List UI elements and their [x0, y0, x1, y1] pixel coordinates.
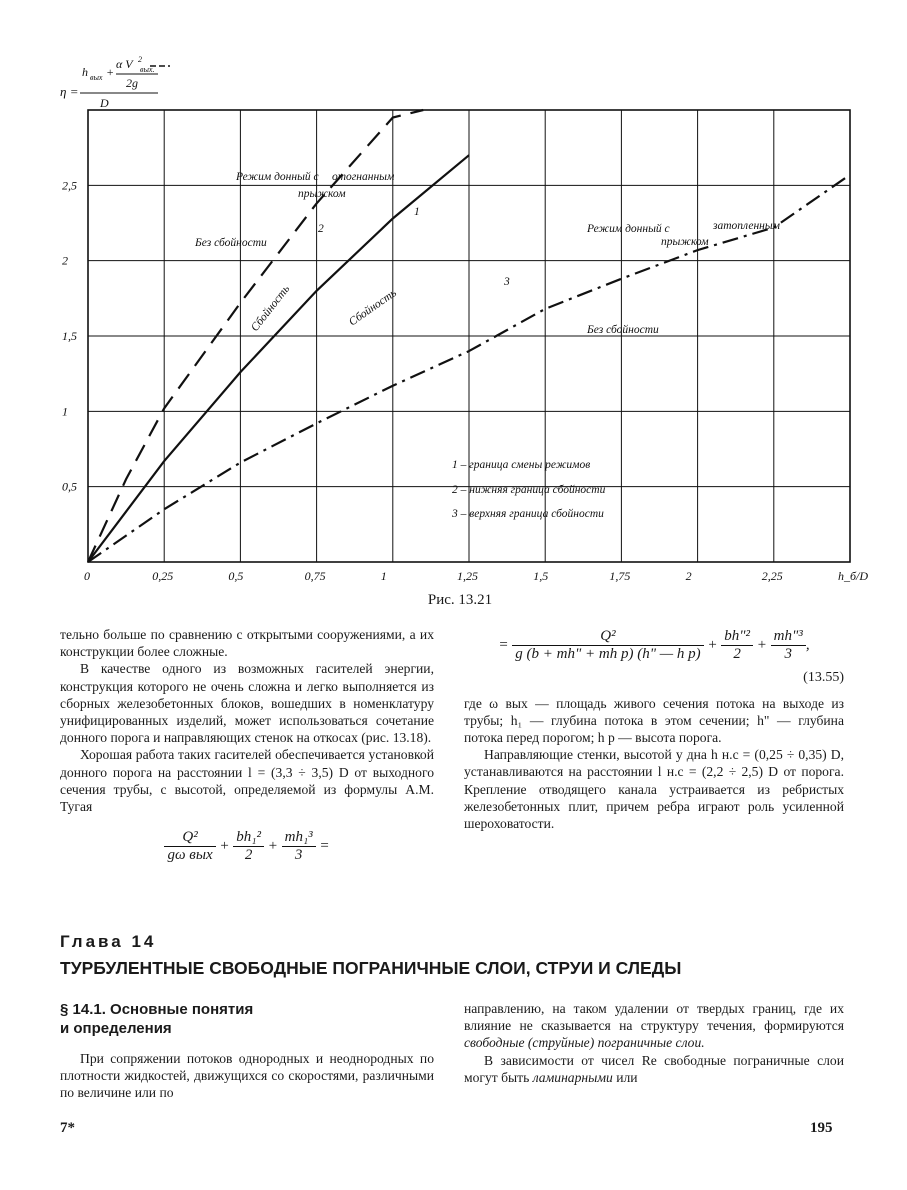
formula-l-eq: = [319, 838, 330, 855]
right-paragraph-2: Направляющие стенки, высотой у дна h н.с = (0,25 ÷ 0,35) D, устанавливаются на расстоянии l н.с = (2,2 ÷ 2,5) D от порога. Крепление отводящего канала устраивается из ребристых железобетонных плит, причем ребра играют роль усиленной шероховатости. [464, 747, 844, 832]
y-label-2g: 2g [126, 76, 138, 90]
label-no-collision-left: Без сбойности [195, 237, 267, 249]
left-paragraph-4: При сопряжении потоков однородных и неоднородных по плотности жидкостей, движущихся со скоростями, различными по величине или по [60, 1051, 434, 1101]
right-p3-text: направлению, на таком удалении от твердых границ, где их влияние не сказывается на структуру течения, формируются [464, 1001, 844, 1034]
label-curve-2: 2 [318, 223, 324, 235]
x-tick-label: 1,5 [533, 569, 549, 583]
label-regime-upper-2: отогнанным [332, 171, 395, 183]
chapter-title: ТУРБУЛЕНТНЫЕ СВОБОДНЫЕ ПОГРАНИЧНЫЕ СЛОИ, СТРУИ И СЛЕДЫ [60, 958, 682, 978]
formula-l-den2: 2 [244, 847, 253, 864]
section-title [60, 1000, 420, 1038]
label-regime-upper-3: прыжком [298, 188, 346, 200]
formula-tugai-right [464, 628, 844, 663]
x-tick-label: 0 [84, 569, 90, 583]
x-tick-label: 0,5 [228, 569, 244, 583]
formula-r-num2: bh"² [721, 628, 753, 646]
formula-r-den2: 2 [733, 646, 741, 663]
chapter-label: Глава 14 [60, 932, 157, 951]
right-paragraph-4 [464, 1052, 844, 1086]
legend-item-3: 3 – верхняя граница сбойности [452, 508, 604, 520]
y-tick-label: 0,5 [62, 479, 77, 494]
formula-r-comma: , [805, 637, 810, 654]
y-label-plus: + [106, 65, 115, 79]
legend-item-1: 1 – граница смены режимов [452, 459, 591, 471]
x-tick-label: 0,75 [304, 569, 326, 583]
formula-l-den3: 3 [294, 847, 303, 864]
label-no-collision-right: Без сбойности [587, 324, 659, 336]
figure-13-21 [30, 50, 880, 620]
formula-r-plus1: + [707, 637, 718, 654]
right-paragraph-3 [464, 1000, 844, 1052]
label-regime-upper-1: Режим донный с [236, 171, 319, 183]
right-p4-emphasis: ламинарными [532, 1069, 613, 1085]
page-number: 195 [810, 1120, 833, 1136]
y-tick-label: 1 [62, 404, 68, 419]
series-line-1 [88, 155, 469, 562]
left-paragraph-1: тельно больше по сравнению с открытыми сооружениями, а их конструкции более сложные. [60, 627, 434, 660]
label-regime-lower-1: Режим донный с [587, 223, 670, 235]
section-title-line-1: § 14.1. Основные понятия [60, 1001, 254, 1018]
formula-r-num3: mh"³ [771, 628, 806, 646]
label-curve-1: 1 [414, 206, 420, 218]
right-column-upper [464, 626, 844, 832]
formula-l-plus1: + [219, 838, 230, 855]
right-p3-emphasis: свободные (струйные) пограничные слои. [464, 1035, 705, 1051]
formula-r-eq: = [498, 637, 509, 654]
y-label-eta: η = [60, 84, 79, 99]
x-tick-label: 1,75 [609, 569, 631, 583]
section-title-line-2: и определения [60, 1020, 172, 1037]
formula-l-num3: mh₁³ [282, 829, 316, 847]
right-p4-tail: или [612, 1069, 638, 1085]
y-tick-label: 2 [62, 253, 68, 268]
y-tick-label: 2,5 [62, 178, 77, 193]
formula-l-num1: Q² [164, 829, 215, 847]
legend-item-2: 2 – нижняя граница сбойности [452, 484, 606, 496]
formula-l-plus2: + [267, 838, 278, 855]
formula-r-num1: Q² [512, 628, 703, 646]
x-tick-label: h_б/D [838, 569, 869, 583]
y-label-alpha-v: α V [116, 57, 133, 71]
left-paragraph-3: Хорошая работа таких гасителей обеспечивается установкой донного порога на расстоянии l = (3,3 ÷ 3,5) D от выходного сечения трубы, с высотой, определяемой из формулы А.М. Тугая [60, 747, 434, 815]
y-tick-label: 1,5 [62, 329, 77, 343]
formula-l-den1: gω вых [167, 847, 213, 864]
right-paragraph-1: где ω вых — площадь живого сечения потока на выходе из трубы; h₁ — глубина потока в этом сечении; h" — глубина потока перед порогом; h р — высота порога. [464, 695, 844, 746]
formula-r-plus2: + [756, 637, 767, 654]
plot-annotations [194, 170, 781, 520]
label-regime-lower-2: затопленным [713, 220, 780, 232]
signature-mark: 7* [60, 1120, 75, 1136]
figure-caption: Рис. 13.21 [427, 592, 493, 608]
y-label-h-sub: вых [90, 73, 103, 82]
x-tick-label: 1 [380, 569, 387, 583]
formula-r-den3: 3 [784, 646, 792, 663]
x-tick-label: 2 [685, 569, 692, 583]
label-collision-1: Сбойность [248, 283, 293, 334]
formula-tugai-left [60, 829, 434, 864]
y-label-D: D [100, 96, 109, 110]
formula-l-num2: bh₁² [233, 829, 264, 847]
right-p4-text: В зависимости от чисел Re свободные пограничные слои могут быть [464, 1052, 844, 1085]
left-paragraph-2: В качестве одного из возможных гасителей энергии, конструкция которого не очень сложна и легко выполняется из сборных железобетонных блоков, вошедших в номенклатуру унифицированных изделий, может использоваться сочетание донного порога и направляющих стенок на откосах (рис. 13.18). [60, 661, 434, 746]
y-label-v-sup: 2 [138, 55, 142, 64]
left-column-lower [60, 1050, 434, 1102]
formula-r-den1: g (b + mh" + mh p) (h" — h p) [515, 646, 701, 663]
y-label-v-sub: вых. [140, 65, 155, 74]
label-curve-3: 3 [504, 276, 510, 288]
x-tick-label: 1,25 [457, 569, 478, 583]
y-axis-label [60, 55, 170, 110]
equation-number: (13.55) [803, 670, 844, 686]
left-column-upper [60, 626, 434, 871]
label-collision-2: Сбойность [346, 287, 399, 329]
x-tick-label: 0,25 [152, 569, 174, 583]
x-tick-label: 2,25 [761, 569, 783, 583]
y-label-h: h [82, 65, 88, 79]
right-column-lower [464, 1000, 844, 1086]
label-regime-lower-3: прыжком [661, 236, 709, 248]
